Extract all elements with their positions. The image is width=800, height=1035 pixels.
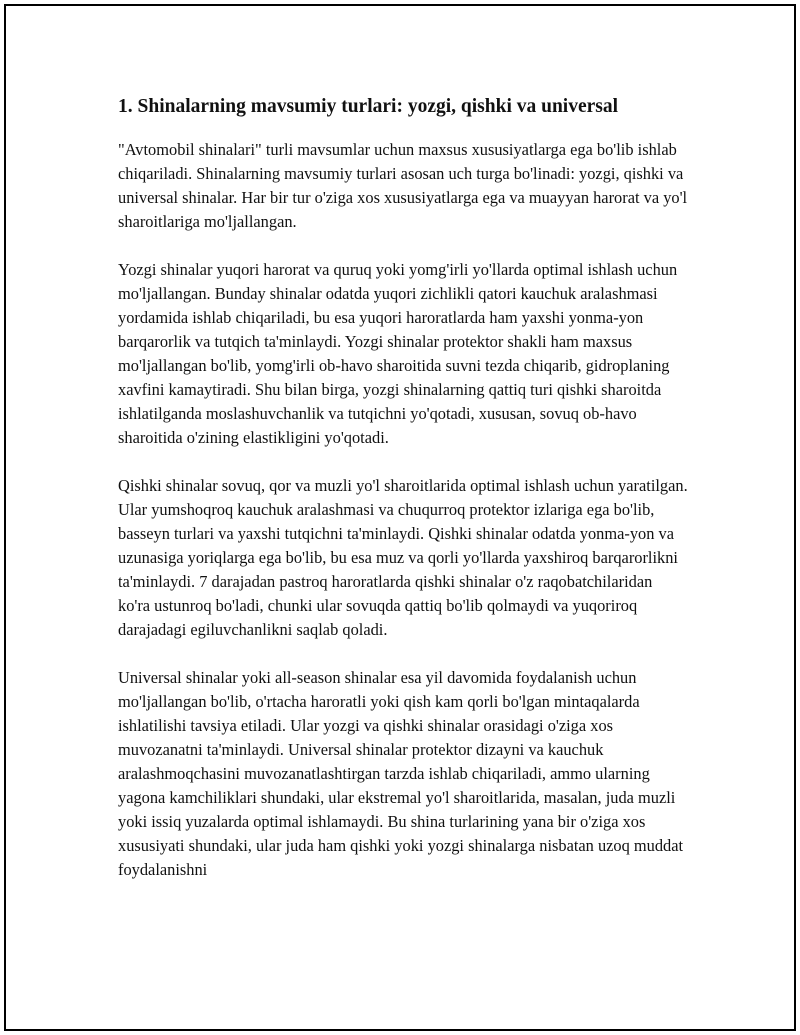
paragraph-all-season-tires: Universal shinalar yoki all-season shinalar esa yil davomida foydalanish uchun mo'ljallangan bo'lib, o'rtacha haroratli yoki qish kam qorli bo'lgan mintaqalarda ishlatilishi tavsiya etiladi. Ular yozgi va qishki shinalar orasidagi o'ziga xos muvozanatni ta'minlaydi. Universal shinalar protektor dizayni va kauchuk aralashmoqchasini muvozanatlashtirgan tarzda ishlab chiqariladi, ammo ularning yagona kamchiliklari shundaki, ular ekstremal yo'l sharoitlarida, masalan, juda muzli yoki issiq yuzalarda optimal ishlamaydi. Bu shina turlarining yana bir o'ziga xos xususiyati shundaki, ular juda ham qishki yoki yozgi shinalarga nisbatan uzoq muddat foydalanishni <box>118 668 684 879</box>
document-body <box>118 94 688 906</box>
paragraph-summer-tires: Yozgi shinalar yuqori harorat va quruq yoki yomg'irli yo'llarda optimal ishlash uchun mo'ljallangan. Bunday shinalar odatda yuqori zichlikli qatori kauchuk aralashmasi yordamida ishlab chiqariladi, bu esa yuqori haroratlarda ham yaxshi yonma-yon barqarorlik va tutqich ta'minlaydi. Yozgi shinalar protektor shakli ham maxsus mo'ljallangan bo'lib, yomg'irli ob-havo sharoitida suvni tezda chiqarib, gidroplaning xavfini kamaytiradi. Shu bilan birga, yozgi shinalarning qattiq turi qishki sharoitda ishlatilganda moslashuvchanlik va tutqichni yo'qotadi, xususan, sovuq ob-havo sharoitida o'zining elastikligini yo'qotadi. <box>118 260 678 447</box>
paragraph-intro: "Avtomobil shinalari" turli mavsumlar uchun maxsus xususiyatlarga ega bo'lib ishlab chiqariladi. Shinalarning mavsumiy turlari asosan uch turga bo'linadi: yozgi, qishki va universal shinalar. Har bir tur o'ziga xos xususiyatlarga ega va muayyan harorat va yo'l sharoitlariga mo'ljallangan. <box>118 140 688 231</box>
section-heading: 1. Shinalarning mavsumiy turlari: yozgi, qishki va universal <box>118 96 619 117</box>
paragraph-winter-tires: Qishki shinalar sovuq, qor va muzli yo'l sharoitlarida optimal ishlash uchun yaratilgan. Ular yumshoqroq kauchuk aralashmasi va chuqurroq protektor izlariga ega bo'lib, basseyn turlari va yaxshi tutqichni ta'minlaydi. Qishki shinalar odatda yonma-yon va uzunasiga yoriqlarga ega bo'lib, bu esa muz va qorli yo'llarda yaxshiroq barqarorlikni ta'minlaydi. 7 darajadan pastroq haroratlarda qishki shinalar o'z raqobatchilaridan ko'ra ustunroq bo'ladi, chunki ular sovuqda qattiq bo'lib qolmaydi va yuqoriroq darajadagi egiluvchanlikni saqlab qoladi. <box>118 476 688 639</box>
